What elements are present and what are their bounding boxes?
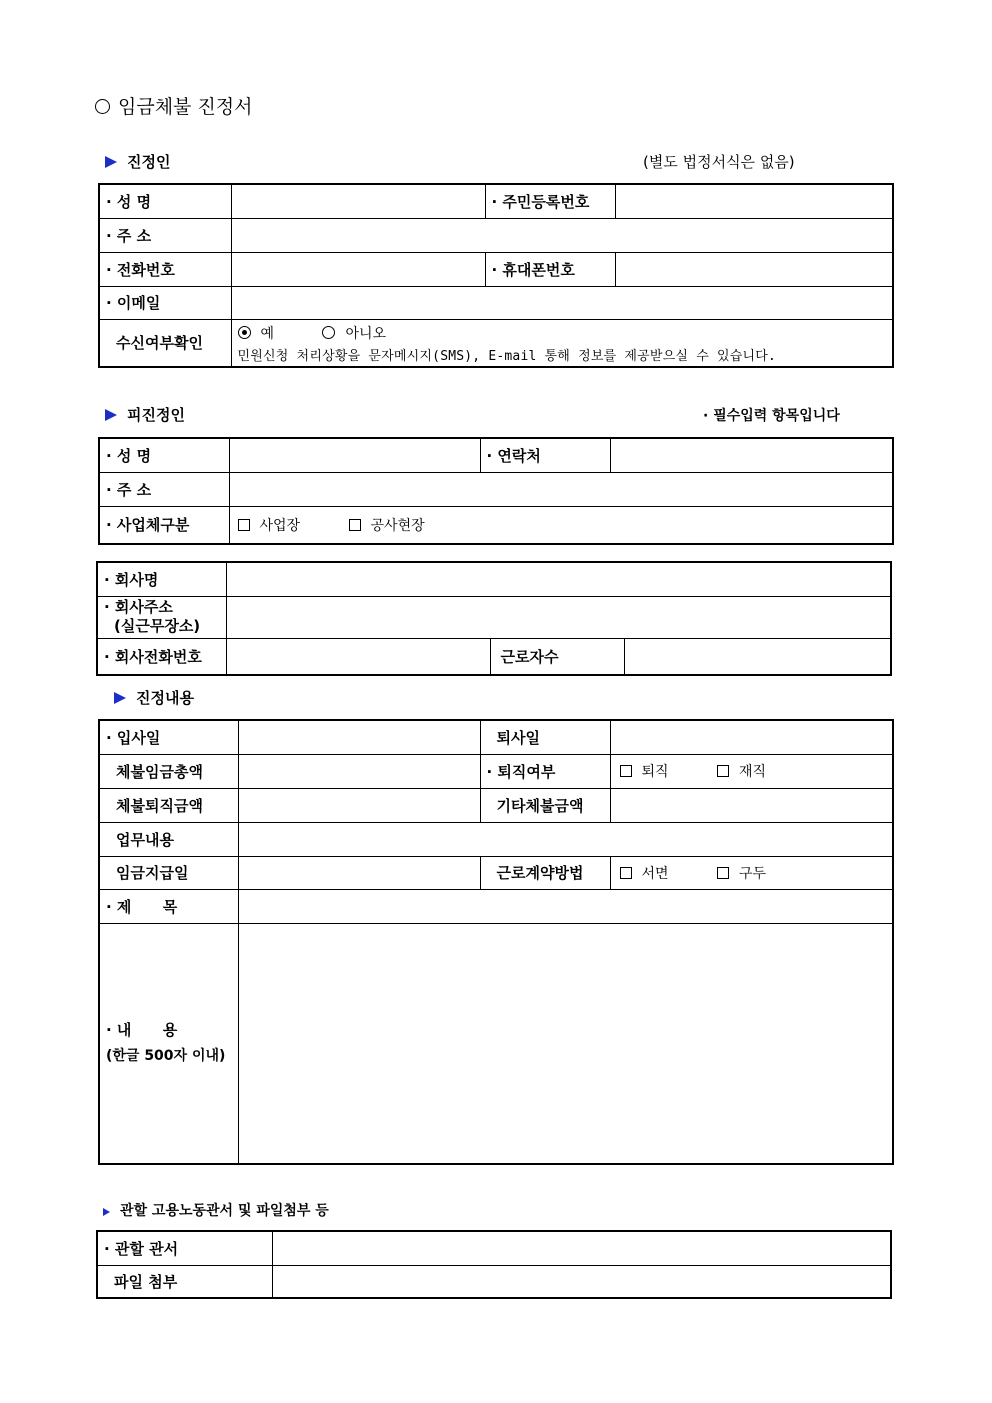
hire-date-field[interactable]	[238, 720, 480, 754]
petitioner-mobile-field[interactable]	[615, 252, 893, 286]
contract-opt-written: 서면	[641, 865, 669, 882]
body-label-line2: (한글 500자 이내)	[106, 1048, 226, 1065]
section-office-header	[103, 1200, 329, 1220]
retired-opt-employed: 재직	[739, 764, 767, 780]
biz-type-options	[229, 506, 893, 544]
respondent-note: · 필수입력 항목입니다	[703, 408, 840, 424]
petitioner-rrn-field[interactable]	[615, 184, 893, 218]
biz-opt-workplace: 사업장	[259, 517, 301, 534]
receive-consent-cell	[231, 319, 893, 367]
petitioner-name-label: · 성 명	[99, 184, 231, 218]
respondent-contact-field[interactable]	[610, 438, 893, 472]
radio-yes-icon[interactable]	[238, 326, 251, 339]
checkbox-verbal-icon[interactable]	[717, 867, 729, 879]
other-unpaid-field[interactable]	[610, 788, 893, 822]
contract-options	[610, 856, 893, 889]
petitioner-email-field[interactable]	[231, 286, 893, 319]
checkbox-workplace-icon[interactable]	[238, 519, 250, 531]
section-respondent-title: 피진정인	[127, 406, 185, 424]
company-phone-field[interactable]	[226, 638, 490, 675]
contract-opt-verbal: 구두	[739, 865, 767, 882]
respondent-address-label: · 주 소	[99, 472, 229, 506]
payday-field[interactable]	[238, 856, 480, 889]
petitioner-name-field[interactable]	[231, 184, 485, 218]
body-textarea[interactable]	[238, 923, 893, 1164]
petitioner-email-label: · 이메일	[99, 286, 231, 319]
receive-notice-text: 민원신청 처리상황을 문자메시지(SMS), E-mail 통해 정보를 제공받으실 수 있습니다.	[237, 349, 777, 365]
body-label	[99, 923, 238, 1164]
section-content-header	[114, 687, 194, 708]
leave-date-field[interactable]	[610, 720, 893, 754]
section-petitioner-header	[105, 151, 170, 172]
workers-field[interactable]	[624, 638, 891, 675]
company-address-label-line2: (실근무장소)	[114, 617, 201, 635]
unpaid-severance-field[interactable]	[238, 788, 480, 822]
respondent-name-label: · 성 명	[99, 438, 229, 472]
respondent-address-field[interactable]	[229, 472, 893, 506]
file-attach-field[interactable]	[272, 1265, 891, 1298]
radio-no-icon[interactable]	[322, 326, 335, 339]
company-name-field[interactable]	[226, 562, 891, 596]
respondent-table	[98, 437, 894, 545]
unpaid-wage-label: 체불임금총액	[99, 754, 238, 788]
section-office-title: 관할 고용노동관서 및 파일첨부 등	[120, 1203, 329, 1219]
page-title	[95, 92, 253, 119]
triangle-bullet-icon	[114, 692, 126, 704]
duty-field[interactable]	[238, 822, 893, 856]
checkbox-construction-icon[interactable]	[349, 519, 361, 531]
biz-opt-construction: 공사현장	[370, 517, 425, 534]
petitioner-rrn-label: · 주민등록번호	[485, 184, 615, 218]
petitioner-address-label: · 주 소	[99, 218, 231, 252]
hire-date-label: · 입사일	[99, 720, 238, 754]
respondent-name-field[interactable]	[229, 438, 480, 472]
office-label: · 관할 관서	[97, 1231, 272, 1265]
petitioner-mobile-label: · 휴대폰번호	[485, 252, 615, 286]
company-phone-label: · 회사전화번호	[97, 638, 226, 675]
receive-no-label: 아니오	[345, 326, 387, 343]
subject-label: · 제 목	[99, 889, 238, 923]
receive-yes-label: 예	[260, 326, 275, 343]
unpaid-severance-label: 체불퇴직금액	[99, 788, 238, 822]
duty-label: 업무내용	[99, 822, 238, 856]
company-table	[96, 561, 892, 676]
respondent-contact-label: · 연락처	[480, 438, 610, 472]
receive-consent-label: 수신여부확인	[99, 319, 231, 367]
workers-label: 근로자수	[490, 638, 624, 675]
section-respondent-header	[105, 404, 185, 425]
petitioner-phone-field[interactable]	[231, 252, 485, 286]
petitioner-address-field[interactable]	[231, 218, 893, 252]
petitioner-note: (별도 법정서식은 없음)	[643, 153, 795, 171]
petitioner-phone-label: · 전화번호	[99, 252, 231, 286]
office-field[interactable]	[272, 1231, 891, 1265]
company-address-label-line1: · 회사주소	[104, 598, 173, 616]
petitioner-table	[98, 183, 894, 368]
checkbox-employed-icon[interactable]	[717, 765, 729, 777]
biz-type-label: · 사업체구분	[99, 506, 229, 544]
triangle-bullet-icon	[103, 1208, 110, 1216]
company-name-label: · 회사명	[97, 562, 226, 596]
content-table	[98, 719, 894, 1165]
retired-opt-retired: 퇴직	[641, 764, 669, 780]
checkbox-retired-icon[interactable]	[620, 765, 632, 777]
circle-bullet-icon	[95, 99, 110, 114]
section-petitioner-title: 진정인	[127, 153, 171, 171]
body-label-line1: · 내 용	[106, 1021, 178, 1040]
payday-label: 임금지급일	[99, 856, 238, 889]
contract-method-label: 근로계약방법	[480, 856, 610, 889]
checkbox-written-icon[interactable]	[620, 867, 632, 879]
other-unpaid-label: 기타체불금액	[480, 788, 610, 822]
section-content-title: 진정내용	[136, 689, 194, 707]
file-attach-label: 파일 첨부	[97, 1265, 272, 1298]
retired-options	[610, 754, 893, 788]
triangle-bullet-icon	[105, 409, 117, 421]
subject-field[interactable]	[238, 889, 893, 923]
leave-date-label: 퇴사일	[480, 720, 610, 754]
triangle-bullet-icon	[105, 156, 117, 168]
office-table	[96, 1230, 892, 1299]
company-address-label	[97, 596, 226, 638]
retired-label: · 퇴직여부	[480, 754, 610, 788]
company-address-field[interactable]	[226, 596, 891, 638]
page-title-text: 임금체불 진정서	[118, 96, 253, 118]
unpaid-wage-field[interactable]	[238, 754, 480, 788]
